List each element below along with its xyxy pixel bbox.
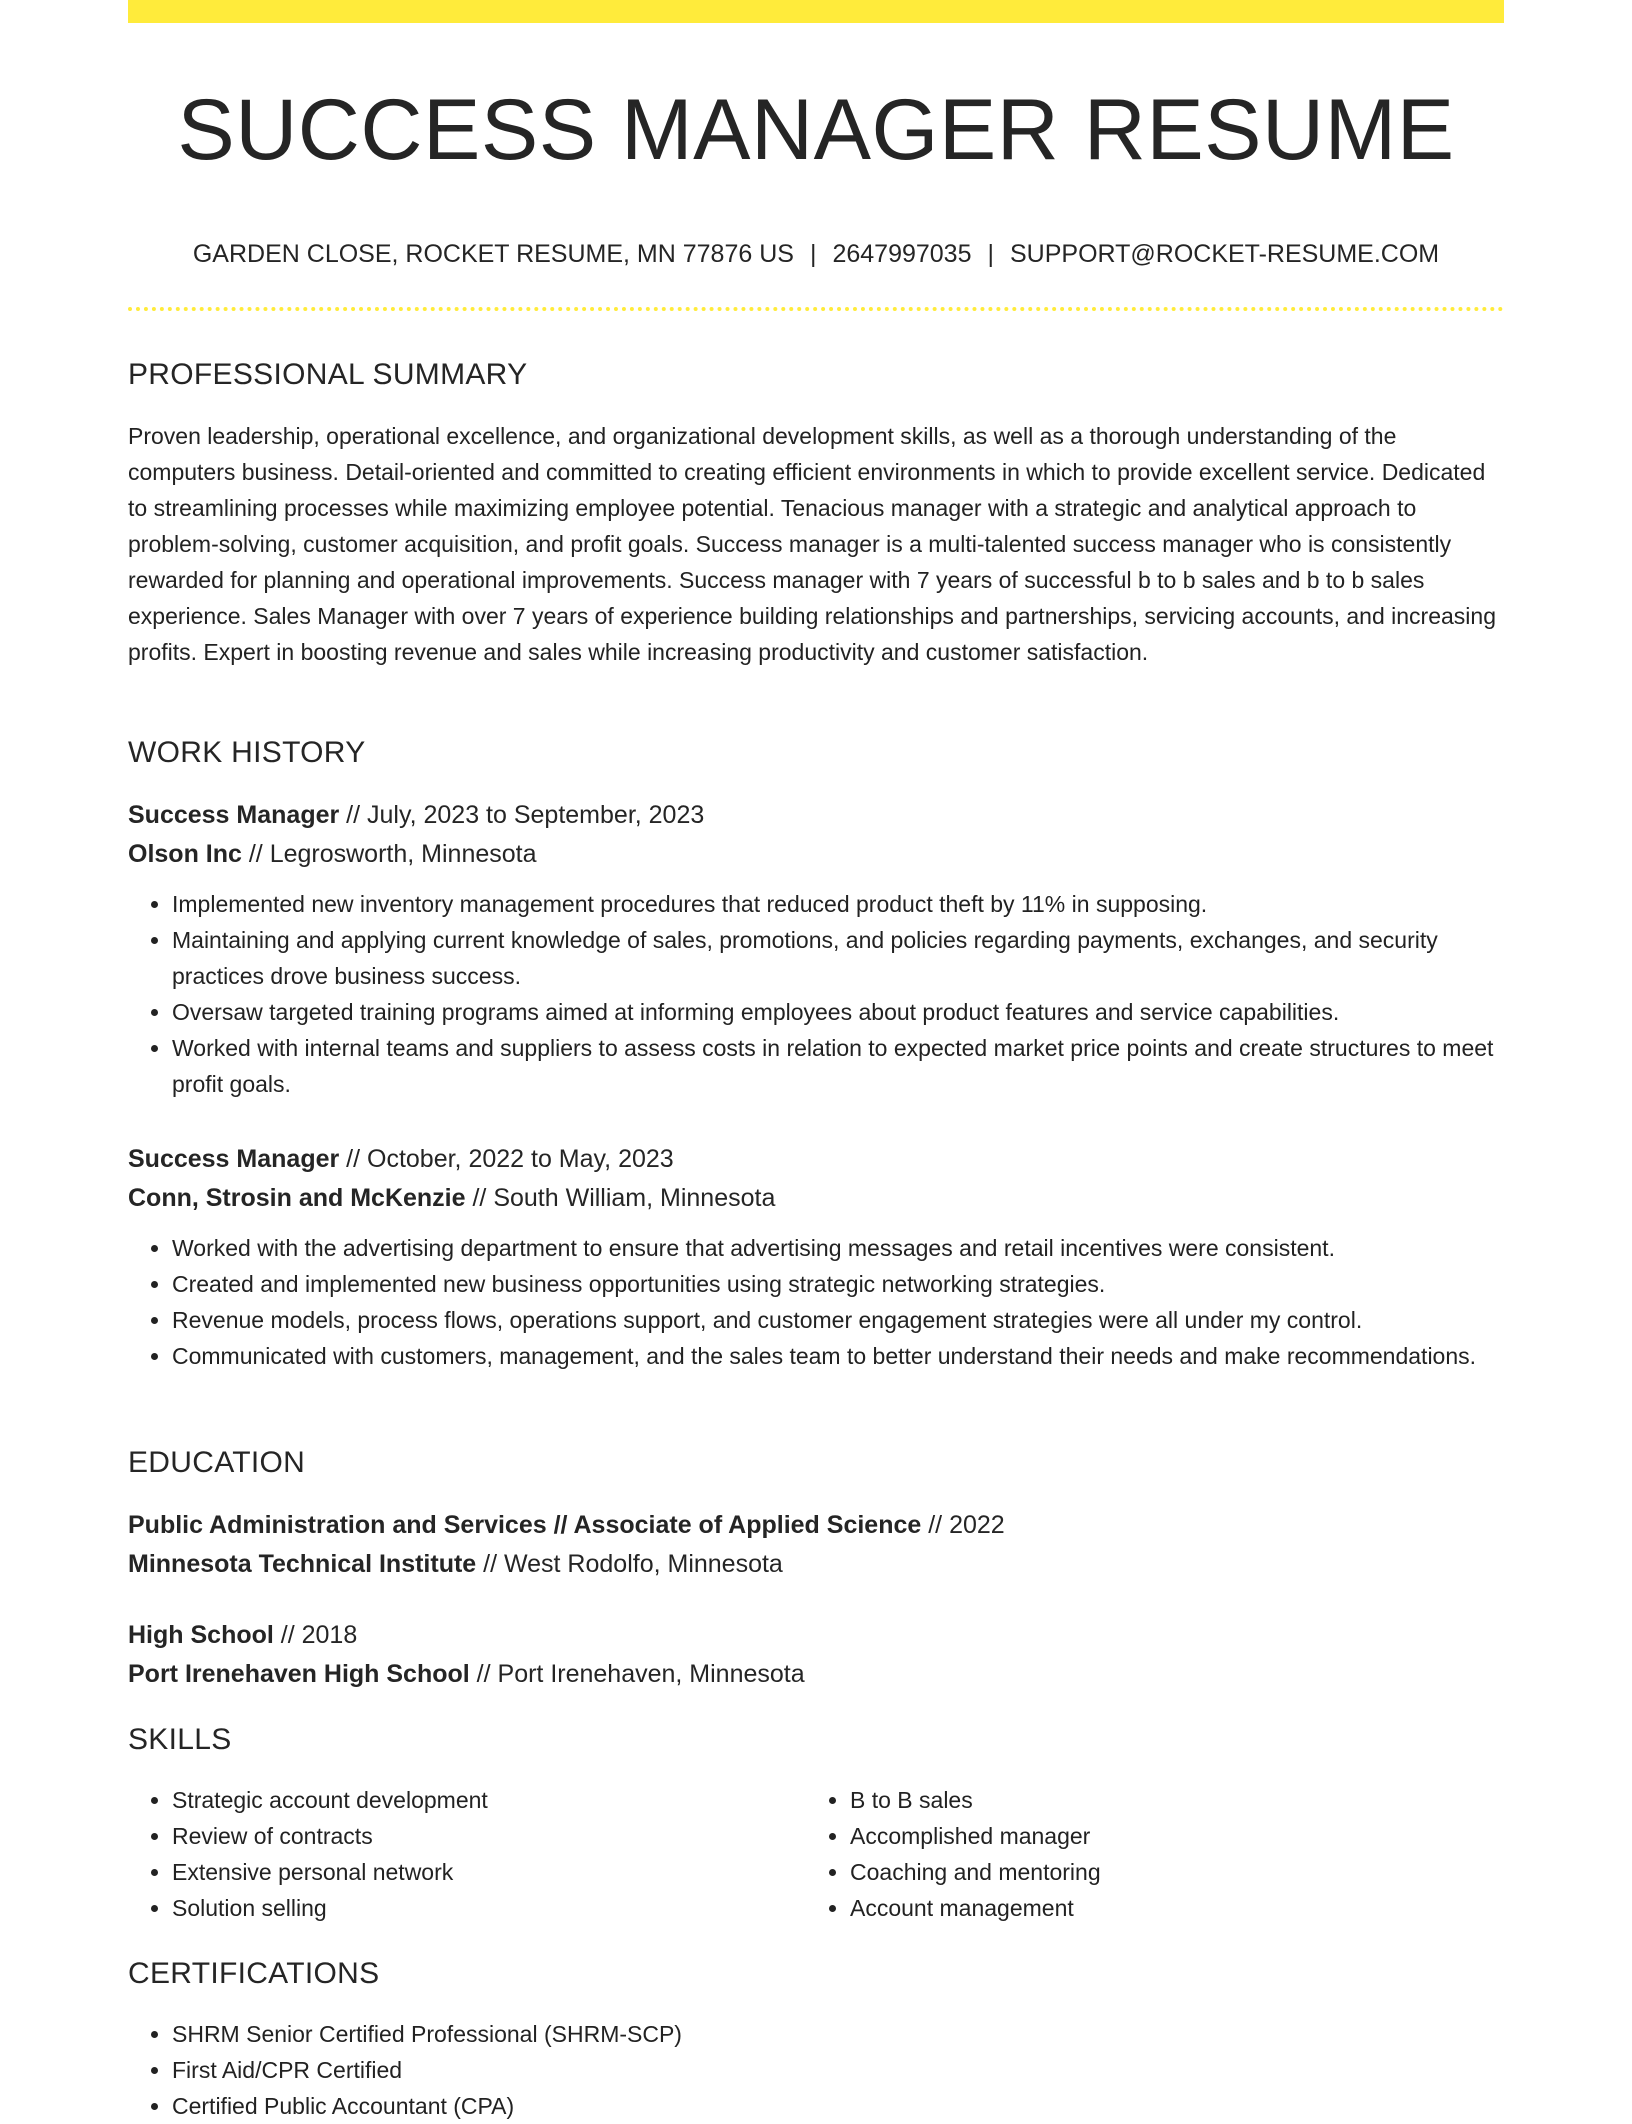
certification-item: • SHRM Senior Certified Professional (SHRM-SCP) — [172, 2016, 1504, 2052]
job-role: Success Manager — [128, 1145, 340, 1173]
education-heading: EDUCATION — [128, 1446, 306, 1479]
skill-item: • Review of contracts — [172, 1818, 788, 1854]
list-item: • Worked with internal teams and suppliers to assess costs in relation to expected market price points and create structures to meet profit goals. — [172, 1030, 1504, 1102]
job-title-line — [128, 1140, 1504, 1179]
job-location: // South William, Minnesota — [465, 1184, 776, 1212]
contact-separator: | — [987, 240, 994, 268]
job-company-line — [128, 1179, 1504, 1218]
skill-item: • Account management — [850, 1890, 1466, 1926]
header-divider — [128, 307, 1504, 311]
summary-text: Proven leadership, operational excellence, and organizational development skills, as well as a thorough understanding of the computers business. Detail-oriented and committed to creating efficient environments in which to provide excellent service. Dedicated to streamlining processes while maximizing employee potential. Tenacious manager with a strategic and analytical approach to problem-solving, customer acquisition, and profit goals. Success manager is a multi-talented success manager who is consistently rewarded for planning and operational improvements. Success manager with 7 years of successful b to b sales and b to b sales experience. Sales Manager with over 7 years of experience building relationships and partnerships, servicing accounts, and increasing profits. Expert in boosting revenue and sales while increasing productivity and customer satisfaction. — [128, 423, 1496, 665]
education-location: // Port Irenehaven, Minnesota — [469, 1660, 805, 1688]
job-entry — [128, 1140, 1504, 1374]
job-dates: // October, 2022 to May, 2023 — [339, 1145, 674, 1173]
education-school: Minnesota Technical Institute — [128, 1550, 477, 1578]
skills-column-right — [806, 1782, 1466, 1926]
list-item: • Implemented new inventory management procedures that reduced product theft by 11% in supposing. — [172, 886, 1504, 922]
list-item: • Communicated with customers, management, and the sales team to better understand their needs and make recommendations. — [172, 1338, 1504, 1374]
contact-email: SUPPORT@ROCKET-RESUME.COM — [1010, 240, 1440, 268]
contact-address: GARDEN CLOSE, ROCKET RESUME, MN 77876 US — [192, 240, 794, 268]
skills-column-left — [128, 1782, 788, 1926]
skill-item: • Solution selling — [172, 1890, 788, 1926]
education-location: // West Rodolfo, Minnesota — [476, 1550, 783, 1578]
list-item: • Oversaw targeted training programs aimed at informing employees about product features and service capabilities. — [172, 994, 1504, 1030]
certification-bullets — [128, 2016, 1504, 2124]
skill-item: • Coaching and mentoring — [850, 1854, 1466, 1890]
education-degree-line — [128, 1506, 1504, 1545]
education-degree: High School — [128, 1621, 274, 1649]
job-bullets — [128, 1230, 1504, 1374]
skill-item: • Accomplished manager — [850, 1818, 1466, 1854]
skills-heading: SKILLS — [128, 1723, 232, 1756]
list-item: • Revenue models, process flows, operations support, and customer engagement strategies were all under my control. — [172, 1302, 1504, 1338]
list-item: • Maintaining and applying current knowledge of sales, promotions, and policies regarding payments, exchanges, and security practices drove business success. — [172, 922, 1504, 994]
education-degree: Public Administration and Services // Associate of Applied Science — [128, 1511, 922, 1539]
contact-phone: 2647997035 — [832, 240, 972, 268]
certifications-list — [128, 2016, 1504, 2124]
certifications-heading: CERTIFICATIONS — [128, 1957, 380, 1990]
work-history-heading: WORK HISTORY — [128, 736, 366, 769]
job-role: Success Manager — [128, 801, 340, 829]
education-year: // 2022 — [921, 1511, 1005, 1539]
skill-item: • B to B sales — [850, 1782, 1466, 1818]
education-school-line — [128, 1545, 1504, 1584]
job-company: Olson Inc — [128, 840, 242, 868]
job-entry — [128, 796, 1504, 1102]
job-bullets — [128, 886, 1504, 1102]
education-school-line — [128, 1655, 1504, 1694]
job-company-line — [128, 835, 1504, 874]
certification-item: • Certified Public Accountant (CPA) — [172, 2088, 1504, 2124]
contact-line — [128, 236, 1504, 272]
contact-separator: | — [809, 240, 817, 268]
skills-bullets — [806, 1782, 1466, 1926]
job-dates: // July, 2023 to September, 2023 — [339, 801, 705, 829]
job-company: Conn, Strosin and McKenzie — [128, 1184, 466, 1212]
skill-item: • Extensive personal network — [172, 1854, 788, 1890]
summary-heading: PROFESSIONAL SUMMARY — [128, 358, 528, 391]
certification-item: • First Aid/CPR Certified — [172, 2052, 1504, 2088]
job-title-line — [128, 796, 1504, 835]
education-entry — [128, 1616, 1504, 1694]
list-item: • Created and implemented new business opportunities using strategic networking strategies. — [172, 1266, 1504, 1302]
resume-title: SUCCESS MANAGER RESUME — [177, 82, 1455, 178]
education-school: Port Irenehaven High School — [128, 1660, 470, 1688]
accent-top-bar — [128, 0, 1504, 23]
skill-item: • Strategic account development — [172, 1782, 788, 1818]
education-year: // 2018 — [273, 1621, 358, 1649]
list-item: • Worked with the advertising department to ensure that advertising messages and retail incentives were consistent. — [172, 1230, 1504, 1266]
education-entry — [128, 1506, 1504, 1584]
education-degree-line — [128, 1616, 1504, 1655]
skills-bullets — [128, 1782, 788, 1926]
job-location: // Legrosworth, Minnesota — [241, 840, 537, 868]
